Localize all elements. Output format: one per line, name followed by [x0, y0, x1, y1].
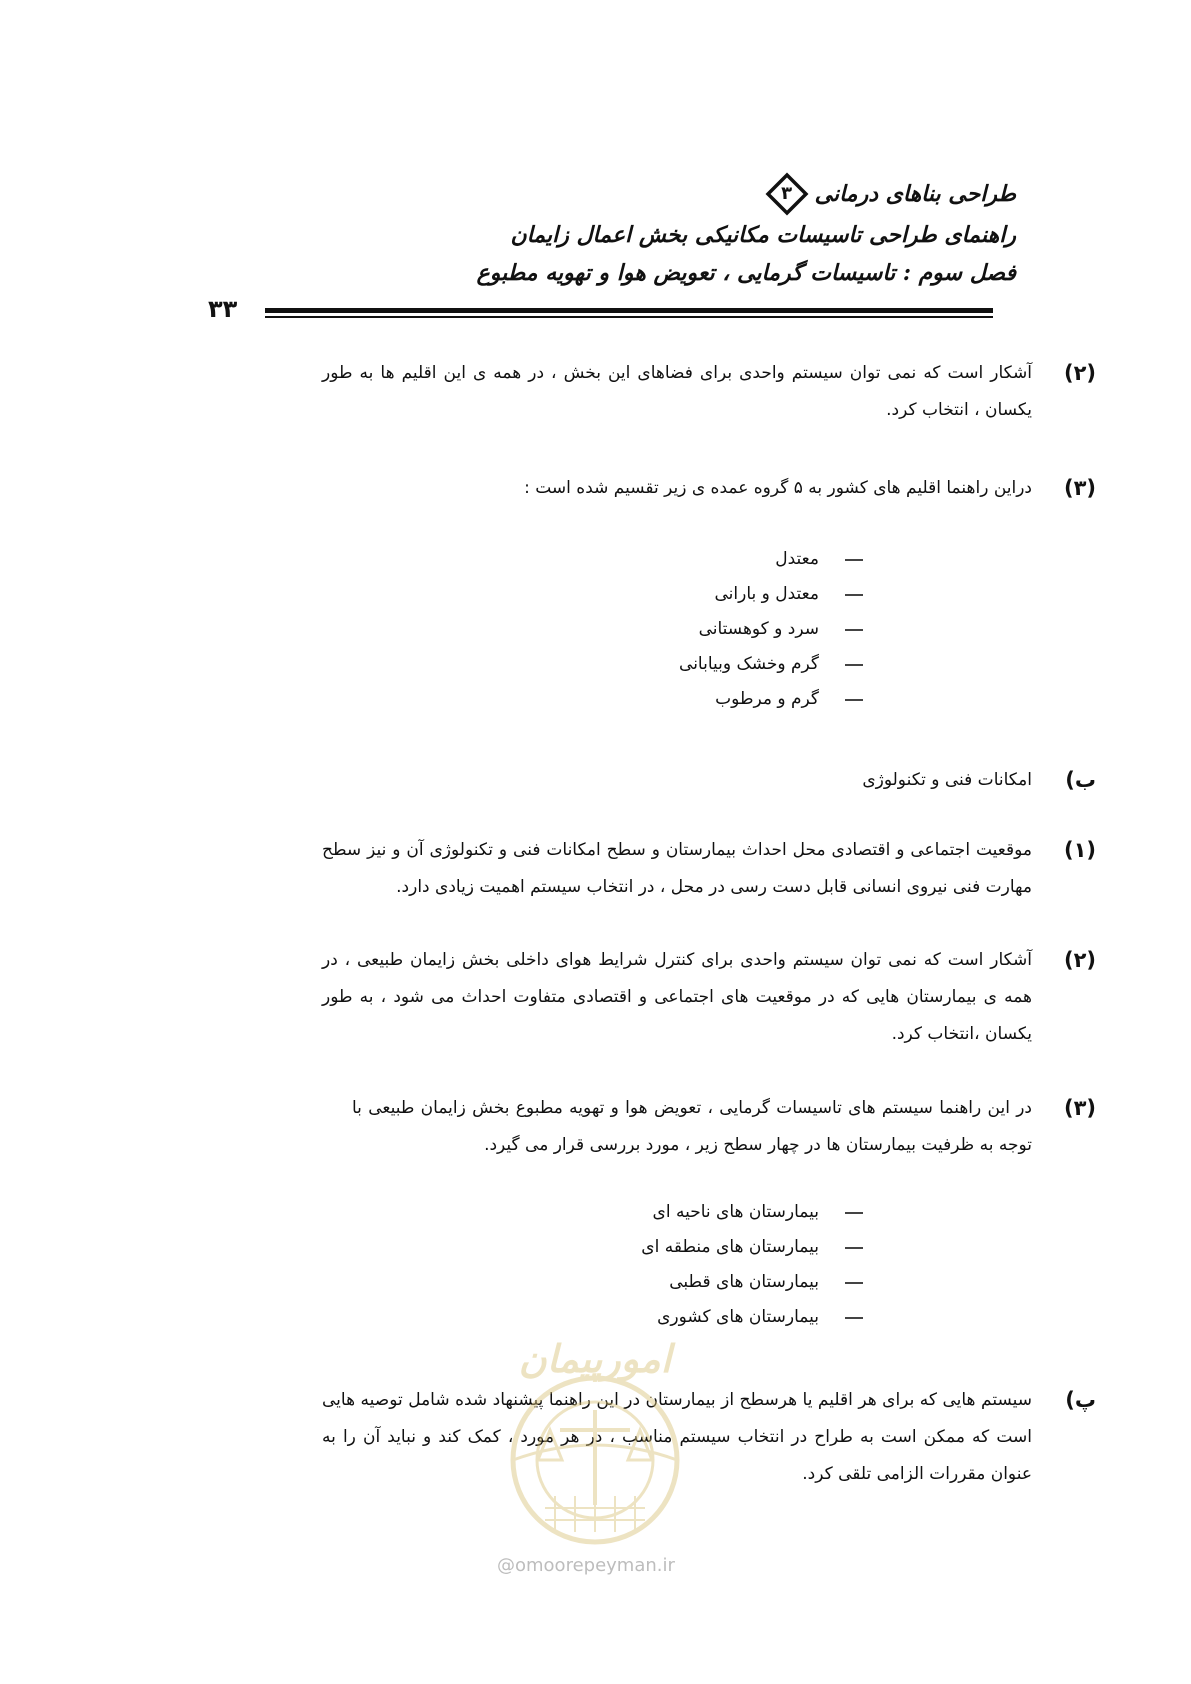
- section-title: امکانات فنی و تکنولوژی: [862, 770, 1032, 790]
- list-item: بیمارستان های کشوری: [641, 1300, 863, 1335]
- list-item: سرد و کوهستانی: [679, 612, 863, 647]
- volume-number: ۳: [781, 183, 793, 204]
- hospital-level-list: [641, 1195, 863, 1335]
- dash-icon: [845, 1317, 863, 1319]
- dash-icon: [845, 699, 863, 701]
- list-item: گرم وخشک وبیابانی: [679, 647, 863, 682]
- page-number: ۳۳: [208, 295, 238, 323]
- paragraph: [322, 470, 1096, 507]
- paragraph: [352, 1090, 1096, 1164]
- list-item: معتدل و بارانی: [679, 577, 863, 612]
- dash-icon: [845, 1282, 863, 1284]
- item-marker: (۲): [1063, 361, 1096, 385]
- volume-badge: [765, 172, 809, 216]
- section-marker: پ): [1065, 1388, 1096, 1412]
- list-item: بیمارستان های ناحیه ای: [641, 1195, 863, 1230]
- climate-list: [679, 542, 863, 717]
- dash-icon: [845, 629, 863, 631]
- dash-icon: [845, 1212, 863, 1214]
- paragraph-text: آشکار است که نمی توان سیستم واحدی برای فضاهای این بخش ، در همه ی این اقلیم ها به طور یکسان ، انتخاب کرد.: [322, 363, 1032, 420]
- paragraph: [322, 832, 1096, 906]
- header-rule-thick: [265, 308, 993, 313]
- header-rule-thin: [265, 316, 993, 318]
- dash-icon: [845, 664, 863, 666]
- paragraph: [322, 942, 1096, 1053]
- header-line-1: [136, 172, 1016, 216]
- paragraph: [322, 355, 1096, 429]
- item-marker: (۱): [1063, 838, 1096, 862]
- paragraph-text: موقعیت اجتماعی و اقتصادی محل احداث بیمارستان و سطح امکانات فنی و تکنولوژی آن و نیز سطح مهارت فنی نیروی انسانی قابل دست رسی در محل ، در انتخاب سیستم اهمیت زیادی دارد.: [322, 840, 1032, 897]
- watermark-logo-text: امورپیمان: [518, 1336, 672, 1381]
- item-marker: (۲): [1063, 948, 1096, 972]
- section-marker: ب): [1065, 768, 1096, 792]
- list-item: بیمارستان های قطبی: [641, 1265, 863, 1300]
- list-item: بیمارستان های منطقه ای: [641, 1230, 863, 1265]
- paragraph-text: سیستم هایی که برای هر اقلیم یا هرسطح از بیمارستان در این راهنما پیشنهاد شده شامل توصیه هایی است که ممکن است به طراح در انتخاب سیستم مناسب ، در هر مورد ، کمک کند و نباید آن را به عنوان مقررات الزامی تلقی کرد.: [322, 1390, 1032, 1484]
- header-line-3: فصل سوم : تاسیسات گرمایی ، تعویض هوا و تهویه مطبوع: [476, 260, 1016, 286]
- book-title: طراحی بناهای درمانی: [814, 181, 1016, 207]
- dash-icon: [845, 1247, 863, 1249]
- dash-icon: [845, 559, 863, 561]
- section-heading: [322, 762, 1096, 799]
- scales-gear-seal-icon: [513, 1378, 677, 1542]
- dash-icon: [845, 594, 863, 596]
- paragraph-text: آشکار است که نمی توان سیستم واحدی برای کنترل شرایط هوای داخلی بخش زایمان طبیعی ، در همه ی بیمارستان هایی که در موقعیت های اجتماعی و اقتصادی متفاوت احداث می شود ، به طور یکسان ،انتخاب کرد.: [322, 950, 1032, 1044]
- header-line-2: راهنمای طراحی تاسیسات مکانیکی بخش اعمال زایمان: [510, 222, 1016, 248]
- list-item: گرم و مرطوب: [679, 682, 863, 717]
- watermark-seal: [475, 1330, 715, 1570]
- item-marker: (۳): [1063, 476, 1096, 500]
- item-marker: (۳): [1063, 1096, 1096, 1120]
- list-item: معتدل: [679, 542, 863, 577]
- paragraph-text: در این راهنما سیستم های تاسیسات گرمایی ، تعویض هوا و تهویه مطبوع بخش زایمان طبیعی با توجه به ظرفیت بیمارستان ها در چهار سطح زیر ، مورد بررسی قرار می گیرد.: [352, 1098, 1032, 1155]
- page-header: [136, 172, 1016, 292]
- paragraph-text: دراین راهنما اقلیم های کشور به ۵ گروه عمده ی زیر تقسیم شده است :: [524, 478, 1032, 498]
- watermark-url: @omoorepeyman.ir: [497, 1555, 675, 1576]
